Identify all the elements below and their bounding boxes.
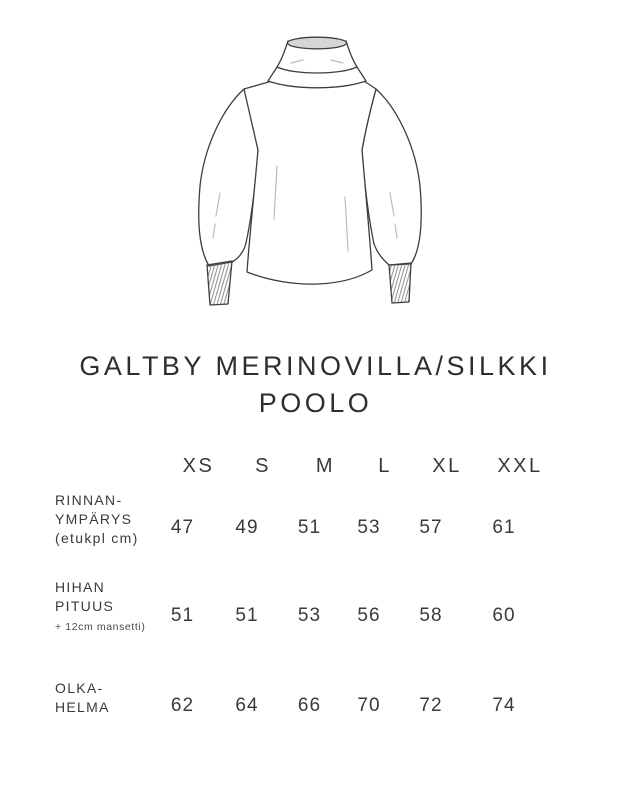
collar-opening — [288, 37, 347, 49]
hem-value-m: 66 — [297, 695, 322, 716]
chest-value-m: 51 — [297, 516, 322, 538]
row-label-shoulder-hem: OLKA- HELMA — [55, 680, 110, 715]
sleeve-value-m: 53 — [297, 604, 322, 626]
sleeve-value-xl: 58 — [419, 604, 443, 626]
left-cuff — [207, 261, 232, 305]
hem-value-s: 64 — [235, 695, 259, 716]
size-header-xxl: XXL — [497, 455, 543, 477]
sleeve-value-s: 51 — [235, 604, 259, 626]
product-title-line2: POOLO — [258, 388, 373, 418]
size-table-header-row — [55, 455, 631, 478]
chest-value-s: 49 — [235, 516, 259, 538]
hem-value-xl: 72 — [419, 695, 443, 716]
size-header-l: L — [378, 455, 392, 477]
body-panel — [244, 81, 376, 284]
size-header-xs: XS — [182, 455, 215, 477]
chest-value-xxl: 61 — [492, 516, 516, 538]
row-label-chest: RINNAN- YMPÄRYS (etukpl cm) — [55, 492, 139, 546]
size-table — [0, 455, 631, 717]
garment-illustration — [0, 0, 631, 332]
sleeve-value-xxl: 60 — [492, 604, 516, 626]
turtleneck-sweater-drawing — [0, 0, 631, 332]
table-row-sleeve-length — [55, 578, 631, 637]
size-header-xl: XL — [432, 455, 462, 477]
size-header-s: S — [255, 455, 271, 477]
product-title-line1: GALTBY MERINOVILLA/SILKKI — [79, 351, 552, 381]
sleeve-cuff-note: + 12cm mansetti) — [55, 621, 146, 633]
size-header-m: M — [315, 455, 336, 477]
sleeve-value-l: 56 — [357, 604, 381, 626]
chest-value-xs: 47 — [170, 516, 195, 538]
hem-value-xs: 62 — [170, 695, 195, 716]
product-title — [0, 348, 631, 422]
right-cuff — [389, 263, 411, 303]
row-label-sleeve-length: HIHAN PITUUS + 12cm mansetti) — [55, 578, 150, 637]
chest-value-xl: 57 — [419, 516, 443, 538]
hem-value-xxl: 74 — [492, 695, 516, 716]
sleeve-value-xs: 51 — [170, 604, 195, 626]
right-sleeve — [362, 89, 421, 265]
hem-value-l: 70 — [357, 695, 381, 716]
table-row-shoulder-hem — [55, 679, 631, 717]
chest-value-l: 53 — [357, 516, 381, 538]
table-row-chest — [55, 491, 631, 548]
